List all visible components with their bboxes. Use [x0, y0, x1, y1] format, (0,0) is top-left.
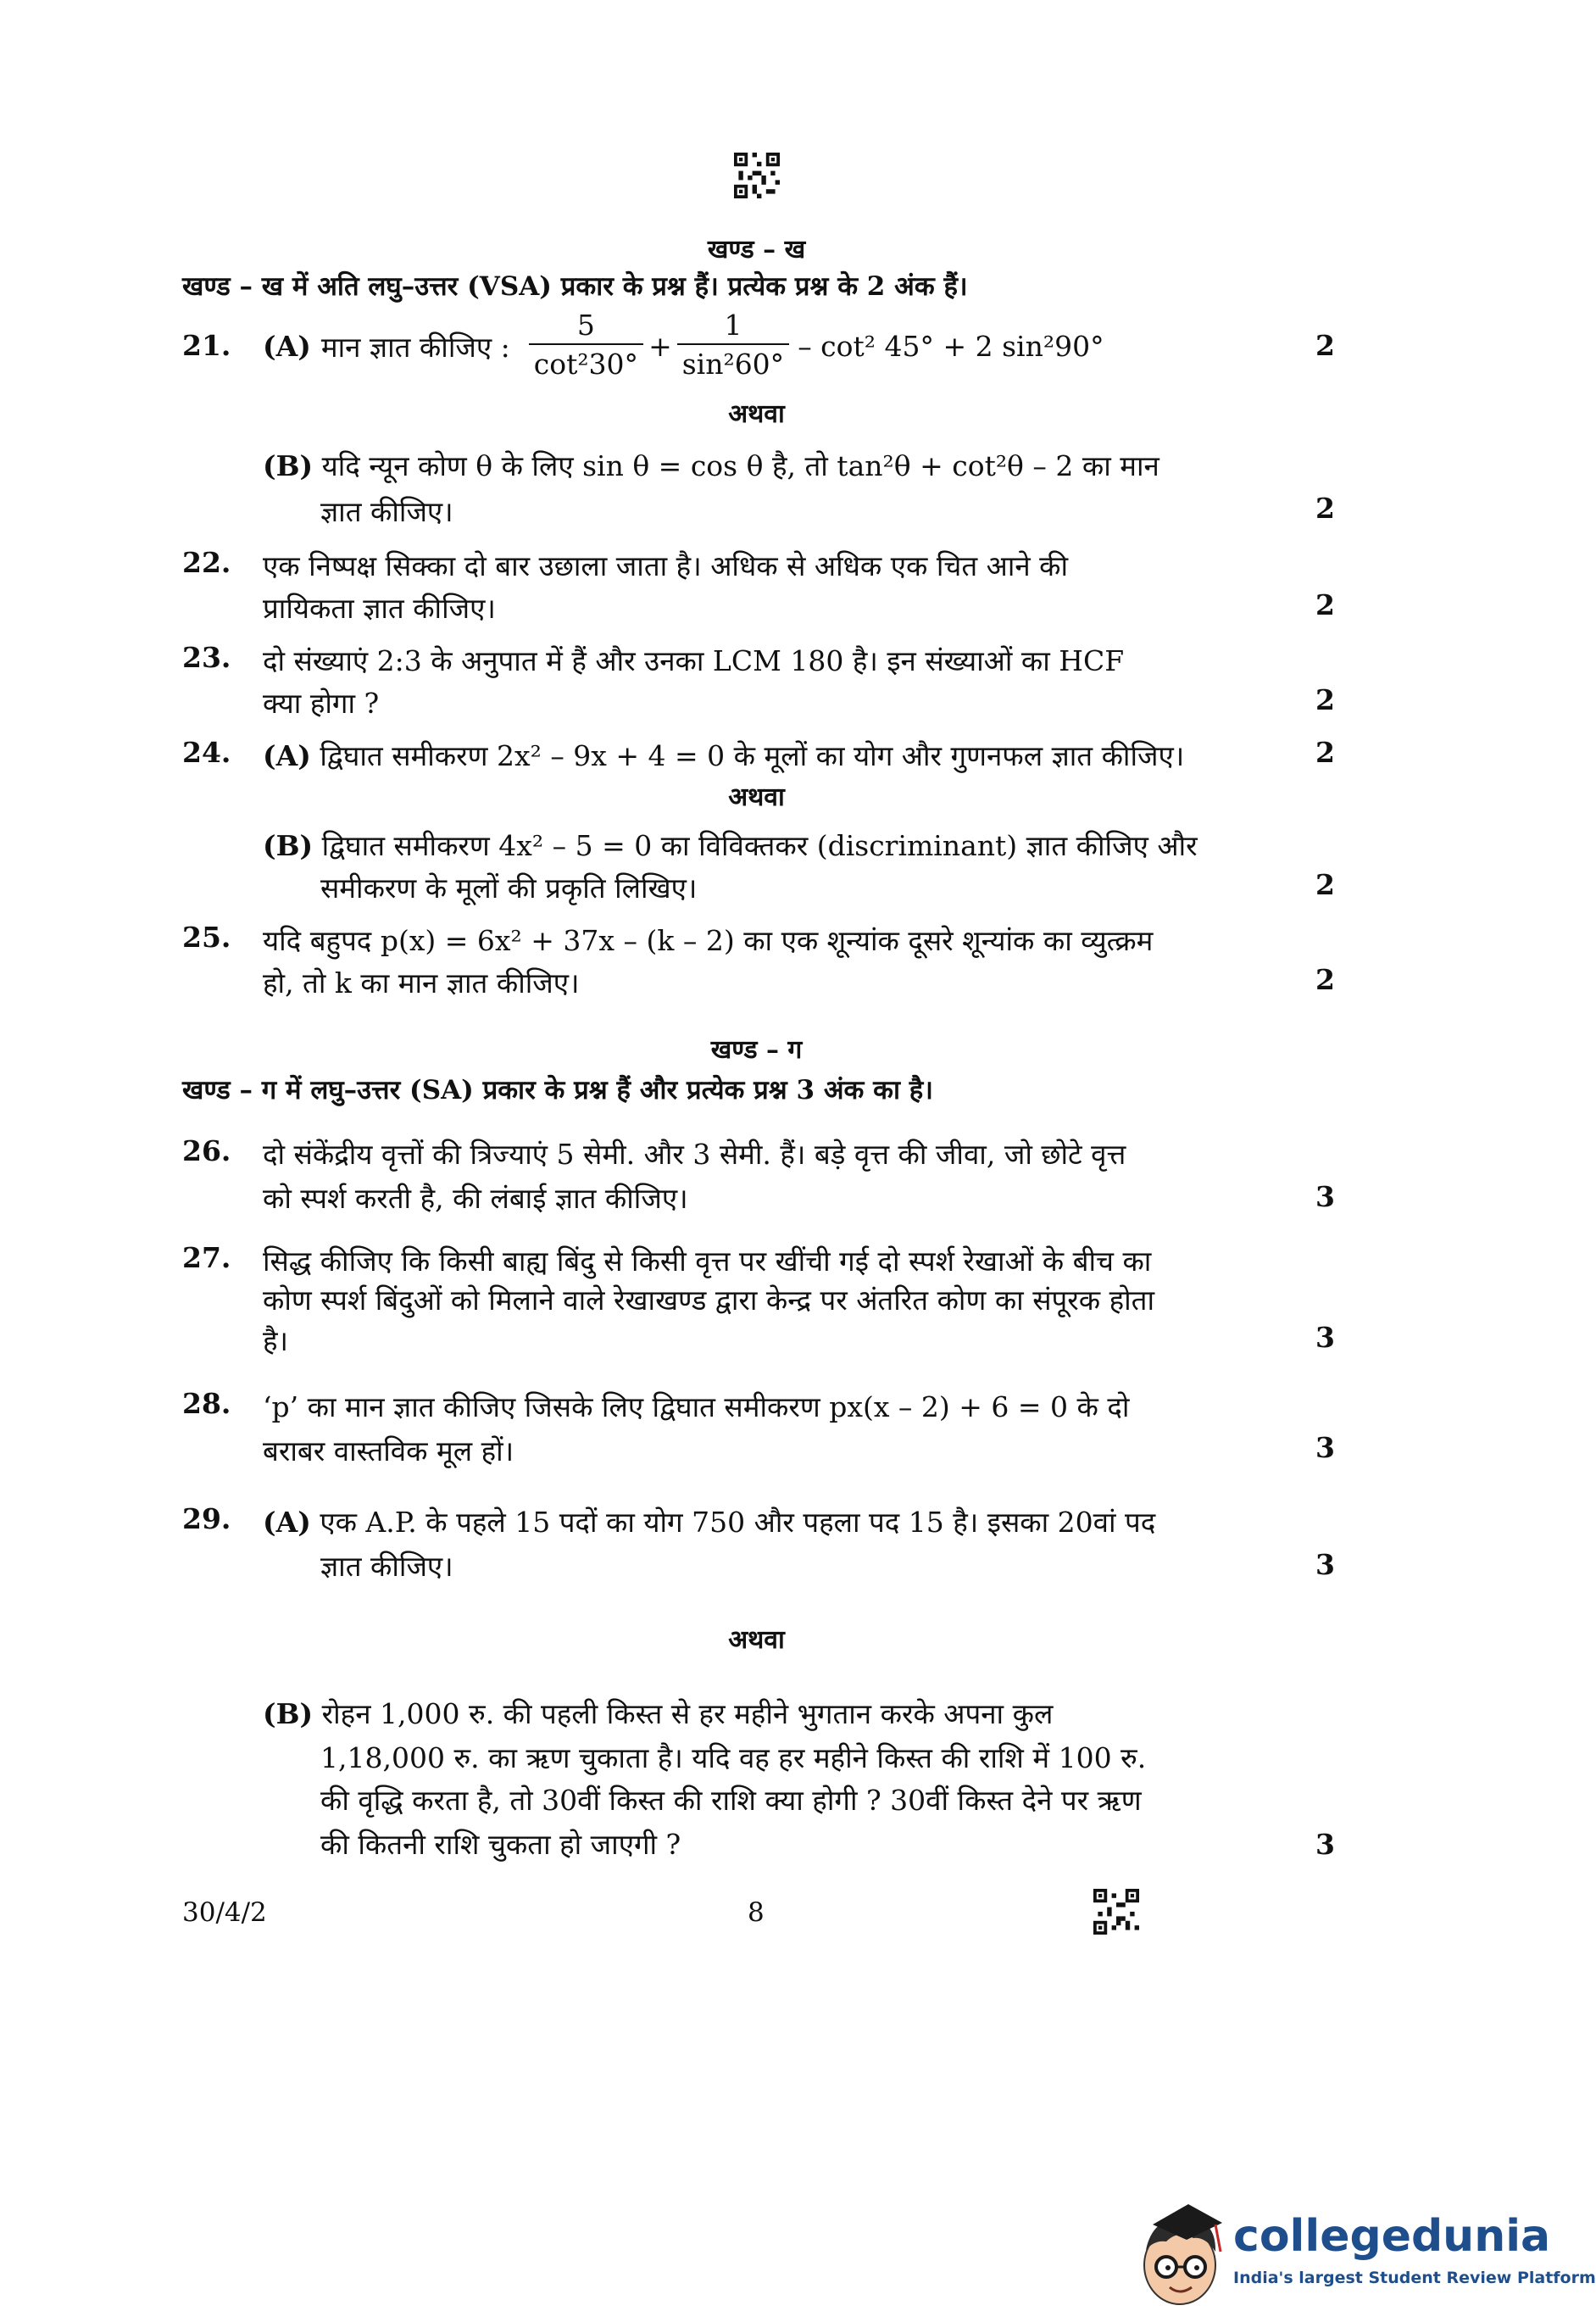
q29-b-line3: की वृद्धि करता है, तो 30वीं किस्त की राशि क्या होगी ? 30वीं किस्त देने पर ऋण [320, 1784, 1142, 1817]
question-number: 21. [182, 329, 231, 362]
q24-b-line [263, 826, 1198, 864]
q24-b-line2: समीकरण के मूलों की प्रकृति लिखिए। [320, 871, 698, 905]
q24-a-line [263, 736, 1184, 774]
question-number: 22. [182, 546, 231, 579]
question-number: 29. [182, 1502, 231, 1535]
q29-a-text: एक A.P. के पहले 15 पदों का योग 750 और पहला पद 15 है। इसका 20वां पद [320, 1506, 1156, 1539]
section-c-heading: खण्ड – ग [710, 1035, 803, 1065]
q22-line2: प्रायिकता ज्ञात कीजिए। [263, 592, 496, 625]
fraction-1-denominator: cot²30° [529, 343, 643, 384]
page-number: 8 [748, 1897, 765, 1928]
q21-b-line [263, 446, 1159, 484]
q21-a-expression [263, 303, 1104, 388]
marks: 3 [1315, 1321, 1335, 1354]
q21-b-line2: ज्ञात कीजिए। [320, 495, 453, 528]
q21-a-tail: – cot² 45° + 2 sin²90° [798, 329, 1104, 363]
marks: 2 [1315, 736, 1335, 769]
q21-b-text: यदि न्यून कोण θ के लिए sin θ = cos θ है, तो tan²θ + cot²θ – 2 का मान [321, 449, 1159, 482]
or-label: अथवा [728, 1625, 785, 1655]
option-label: (B) [263, 449, 314, 482]
marks: 2 [1315, 963, 1335, 996]
qr-code-bottom [1093, 1889, 1139, 1935]
q26-line1: दो संकेंद्रीय वृत्तों की त्रिज्याएं 5 सेमी. और 3 सेमी. हैं। बड़े वृत्त की जीवा, जो छोटे वृत्त [263, 1138, 1126, 1171]
fraction-2 [677, 308, 789, 384]
option-label: (A) [263, 739, 311, 772]
marks: 2 [1315, 683, 1335, 716]
fraction-1-numerator: 5 [576, 309, 595, 342]
option-label: (A) [263, 1506, 311, 1539]
fraction-2-denominator: sin²60° [677, 343, 789, 384]
q27-line1: सिद्ध कीजिए कि किसी बाह्य बिंदु से किसी वृत्त पर खींची गई दो स्पर्श रेखाओं के बीच का [263, 1245, 1152, 1278]
plus-sign: + [648, 329, 672, 363]
q22-line1: एक निष्पक्ष सिक्का दो बार उछाला जाता है। अधिक से अधिक एक चित आने की [263, 549, 1069, 582]
fraction-1 [529, 308, 643, 384]
section-c-intro: खण्ड – ग में लघु–उत्तर (SA) प्रकार के प्रश्न हैं और प्रत्येक प्रश्न 3 अंक का है। [182, 1075, 933, 1105]
brand-tagline: India's largest Student Review Platform [1233, 2269, 1596, 2287]
q28-line1: ‘p’ का मान ज्ञात कीजिए जिसके लिए द्विघात समीकरण px(x – 2) + 6 = 0 के दो [263, 1390, 1130, 1423]
q29-b-line4: की कितनी राशि चुकता हो जाएगी ? [320, 1828, 681, 1861]
marks: 3 [1315, 1548, 1335, 1581]
q28-line2: बराबर वास्तविक मूल हों। [263, 1434, 514, 1467]
question-number: 23. [182, 641, 231, 674]
question-number: 24. [182, 736, 231, 769]
or-label: अथवा [728, 782, 785, 812]
question-number: 26. [182, 1134, 231, 1167]
q27-line3: है। [263, 1324, 289, 1357]
marks: 2 [1315, 492, 1335, 525]
option-label: (A) [263, 329, 311, 363]
q26-line2: को स्पर्श करती है, की लंबाई ज्ञात कीजिए। [263, 1182, 688, 1215]
q24-a-text: द्विघात समीकरण 2x² – 9x + 4 = 0 के मूलों का योग और गुणनफल ज्ञात कीजिए। [320, 739, 1185, 772]
q29-b-text: रोहन 1,000 रु. की पहली किस्त से हर महीने भुगतान करके अपना कुल [321, 1697, 1054, 1730]
question-number: 27. [182, 1241, 231, 1274]
marks: 2 [1315, 329, 1335, 362]
or-label: अथवा [728, 399, 785, 429]
q29-a-line2: ज्ञात कीजिए। [320, 1550, 453, 1583]
section-b-intro: खण्ड – ख में अति लघु–उत्तर (VSA) प्रकार के प्रश्न हैं। प्रत्येक प्रश्न के 2 अंक हैं। [182, 271, 968, 302]
option-label: (B) [263, 829, 314, 862]
q27-line2: कोण स्पर्श बिंदुओं को मिलाने वाले रेखाखण्ड द्वारा केन्द्र पर अंतरित कोण का संपूरक होता [263, 1284, 1155, 1317]
question-number: 28. [182, 1387, 231, 1420]
q29-b-line2: 1,18,000 रु. का ऋण चुकाता है। यदि वह हर महीने किस्त की राशि में 100 रु. [320, 1741, 1147, 1774]
q29-a-line [263, 1502, 1155, 1540]
question-number: 25. [182, 921, 231, 954]
option-label: (B) [263, 1697, 314, 1730]
q24-b-text: द्विघात समीकरण 4x² – 5 = 0 का विविक्तकर (discriminant) ज्ञात कीजिए और [321, 829, 1198, 862]
marks: 3 [1315, 1180, 1335, 1213]
q21-a-text: मान ज्ञात कीजिए : [320, 330, 510, 364]
paper-code: 30/4/2 [182, 1897, 267, 1928]
section-b-heading: खण्ड – ख [707, 235, 806, 265]
q25-line2: हो, तो k का मान ज्ञात कीजिए। [263, 966, 580, 1000]
marks: 2 [1315, 868, 1335, 901]
q23-line1: दो संख्याएं 2:3 के अनुपात में हैं और उनका LCM 180 है। इन संख्याओं का HCF [263, 644, 1125, 677]
q29-b-line [263, 1694, 1053, 1732]
qr-code-top [734, 153, 780, 198]
marks: 3 [1315, 1828, 1335, 1861]
q23-line2: क्या होगा ? [263, 687, 380, 720]
mascot-icon [1127, 2199, 1229, 2311]
brand-name: collegedunia [1233, 2211, 1551, 2262]
q25-line1: यदि बहुपद p(x) = 6x² + 37x – (k – 2) का एक शून्यांक दूसरे शून्यांक का व्युत्क्रम [263, 924, 1154, 957]
marks: 2 [1315, 588, 1335, 621]
fraction-2-numerator: 1 [724, 309, 742, 342]
marks: 3 [1315, 1431, 1335, 1464]
